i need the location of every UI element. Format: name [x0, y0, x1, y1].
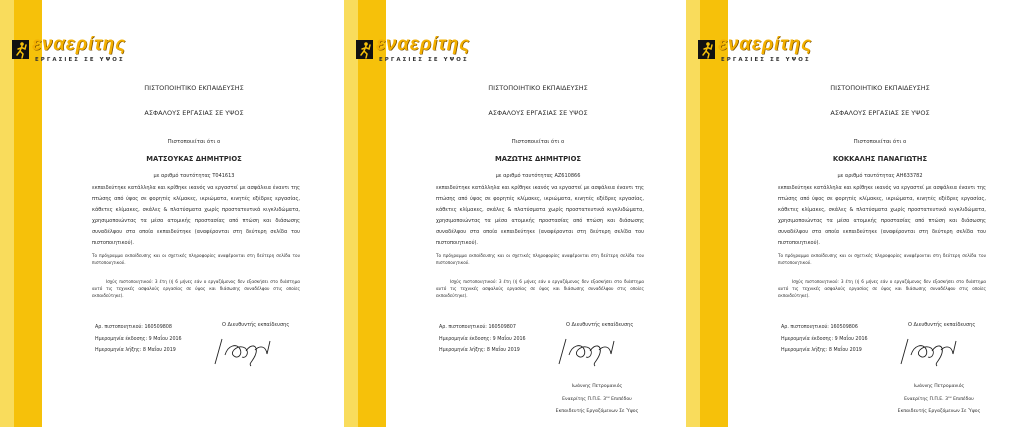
certifies-text: Πιστοποιείται ότι ο	[853, 139, 907, 145]
signatory-block	[884, 381, 994, 418]
director-label: Ο Διευθυντής εκπαίδευσης	[222, 322, 290, 328]
certificate-subtitle: ΑΣΦΑΛΟΥΣ ΕΡΓΑΣΙΑΣ ΣΕ ΥΨΟΣ	[830, 109, 930, 117]
id-label: με αριθμό ταυτότητας	[153, 173, 211, 179]
issue-date-label: Ημερομηνία έκδοσης:	[439, 336, 492, 342]
validity-text: Ισχύς πιστοποιητικού: 3 έτη (ή 6 μήνες εάν ο εργαζόμενος δεν εξασκήσει στο διάστημα αυτό τις τεχνικές ασφαλούς εργασίας σε ύψος και διάσωσης συναδέλφου στις οποίες εκπαιδεύτηκε).	[436, 279, 644, 298]
expiry-date-label: Ημερομηνία λήξης:	[781, 348, 828, 353]
holder-name: ΜΑΤΣΟΥΚΑΣ ΔΗΜΗΤΡΙΟΣ	[146, 155, 242, 163]
certificate-number: 160509806	[830, 325, 858, 330]
signatory-level-sup: ου	[606, 395, 610, 400]
certificate-1	[0, 0, 338, 427]
yellow-stripe	[358, 0, 386, 427]
certification-body: εκπαιδεύτηκε κατάλληλα και κρίθηκε ικανός να εργαστεί με ασφάλεια έναντι της πτώσης από ύψος σε φορητές κλίμακες, ικριώματα, κινητές εξέδρες εργασίας, κάθετες κλίμακες, σκάλες & πλατύσματα χωρίς προστατευτικά κιγκλιδώματα, χρησιμοποιώντας τα μέσα ατομικής προστασίας από πτώση και διάσωσης συναδέλφου στα οποία εκπαιδεύτηκε (αναφέρονται στη δεύτερη σελίδα του πιστοποιητικού).	[778, 185, 986, 246]
director-signature	[210, 333, 272, 369]
certifies-text: Πιστοποιείται ότι ο	[511, 139, 565, 145]
signatory-level-text: Εναερίτης Π.Π.Ε. 3	[562, 397, 607, 402]
program-note: Το πρόγραμμα εκπαίδευσης και οι σχετικές πληροφορίες αναφέρονται στη δεύτερη σελίδα του πιστοποιητικού.	[436, 253, 644, 265]
issue-date-row	[781, 334, 868, 346]
certificate-number-label: Αρ. πιστοποιητικού:	[439, 325, 487, 330]
brand-tagline: ΕΡΓΑΣΙΕΣ ΣΕ ΥΨΟΣ	[35, 57, 125, 63]
id-number: ΑΗ633782	[896, 173, 923, 179]
signatory-role: Εκπαιδευτής Εργαζόμενων Σε Ύψος	[555, 409, 639, 414]
signatory-level-suffix: Επιπέδου	[611, 397, 632, 402]
yellow-stripe-light	[344, 0, 358, 427]
holder-name: ΜΑΖΩΤΗΣ ΔΗΜΗΤΡΙΟΣ	[494, 155, 582, 163]
id-number: Τ041613	[212, 173, 235, 179]
brand-tagline: ΕΡΓΑΣΙΕΣ ΣΕ ΥΨΟΣ	[379, 57, 469, 63]
signatory-level-text: Εναερίτης Π.Π.Ε. 3	[904, 397, 949, 402]
director-label: Ο Διευθυντής εκπαίδευσης	[566, 322, 634, 328]
signatory-level-suffix: Επιπέδου	[953, 397, 974, 402]
climber-logo-icon	[12, 40, 29, 59]
expiry-date: 8 Μαΐου 2019	[828, 348, 862, 353]
id-label: με αριθμό ταυτότητας	[837, 173, 895, 179]
issue-date-label: Ημερομηνία έκδοσης:	[95, 336, 148, 342]
yellow-stripe-light	[0, 0, 14, 427]
certificate-3	[686, 0, 1024, 427]
certificate-details	[781, 322, 868, 357]
certificate-subtitle: ΑΣΦΑΛΟΥΣ ΕΡΓΑΣΙΑΣ ΣΕ ΥΨΟΣ	[144, 109, 244, 117]
certification-body: εκπαιδεύτηκε κατάλληλα και κρίθηκε ικανός να εργαστεί με ασφάλεια έναντι της πτώσης από ύψος σε φορητές κλίμακες, ικριώματα, κινητές εξέδρες εργασίας, κάθετες κλίμακες, σκάλες & πλατύσματα χωρίς προστατευτικά κιγκλιδώματα, χρησιμοποιώντας τα μέσα ατομικής προστασίας από πτώση και διάσωσης συναδέλφου στα οποία εκπαιδεύτηκε (αναφέρονται στη δεύτερη σελίδα του πιστοποιητικού).	[436, 185, 644, 246]
certificate-number-label: Αρ. πιστοποιητικού:	[781, 325, 829, 330]
certificate-2	[344, 0, 682, 427]
brand-name: εναερίτης	[32, 34, 126, 55]
id-label: με αριθμό ταυτότητας	[495, 173, 553, 179]
certificate-title: ΠΙΣΤΟΠΟΙΗΤΙΚΟ ΕΚΠΑΙΔΕΥΣΗΣ	[830, 84, 930, 92]
signatory-name: Ιωάννης Πετρομανιός	[571, 384, 623, 389]
signatory-level	[542, 393, 652, 406]
certificate-title: ΠΙΣΤΟΠΟΙΗΤΙΚΟ ΕΚΠΑΙΔΕΥΣΗΣ	[144, 84, 244, 92]
certificate-number: 160509807	[488, 325, 516, 330]
id-line	[434, 173, 642, 179]
issue-date: 9 Μαΐου 2016	[492, 336, 526, 342]
director-label: Ο Διευθυντής εκπαίδευσης	[908, 322, 976, 328]
certificate-number: 160509808	[144, 325, 172, 330]
id-number: ΑΖ610866	[554, 173, 581, 179]
id-line	[90, 173, 298, 179]
certificate-subtitle: ΑΣΦΑΛΟΥΣ ΕΡΓΑΣΙΑΣ ΣΕ ΥΨΟΣ	[488, 109, 588, 117]
certificate-number-label: Αρ. πιστοποιητικού:	[95, 325, 143, 330]
brand-name: εναερίτης	[376, 34, 470, 55]
certificate-number-row	[781, 322, 868, 334]
brand-tagline: ΕΡΓΑΣΙΕΣ ΣΕ ΥΨΟΣ	[721, 57, 811, 63]
expiry-date-label: Ημερομηνία λήξης:	[439, 348, 486, 353]
id-line	[776, 173, 984, 179]
expiry-date-label: Ημερομηνία λήξης:	[95, 348, 142, 353]
issue-date-row	[95, 334, 182, 346]
yellow-stripe	[14, 0, 42, 427]
issue-date: 9 Μαΐου 2016	[148, 336, 182, 342]
certificate-details	[95, 322, 182, 357]
signatory-level-sup: ου	[948, 395, 952, 400]
expiry-date-row	[781, 345, 868, 357]
brand-name: εναερίτης	[718, 34, 812, 55]
director-signature	[896, 333, 958, 369]
validity-text: Ισχύς πιστοποιητικού: 3 έτη (ή 6 μήνες εάν ο εργαζόμενος δεν εξασκήσει στο διάστημα αυτό τις τεχνικές ασφαλούς εργασίας σε ύψος και διάσωσης συναδέλφου στις οποίες εκπαιδεύτηκε).	[92, 279, 300, 298]
certificate-number-row	[95, 322, 182, 334]
expiry-date: 8 Μαΐου 2019	[486, 348, 520, 353]
holder-name: ΚΟΚΚΑΛΗΣ ΠΑΝΑΓΙΩΤΗΣ	[832, 155, 928, 163]
issue-date-row	[439, 334, 526, 346]
yellow-stripe-light	[686, 0, 700, 427]
expiry-date-row	[439, 345, 526, 357]
program-note: Το πρόγραμμα εκπαίδευσης και οι σχετικές πληροφορίες αναφέρονται στη δεύτερη σελίδα του πιστοποιητικού.	[778, 253, 986, 265]
expiry-date: 8 Μαΐου 2019	[142, 348, 176, 353]
certificate-number-row	[439, 322, 526, 334]
signatory-name: Ιωάννης Πετρομανιός	[913, 384, 965, 389]
program-note: Το πρόγραμμα εκπαίδευσης και οι σχετικές πληροφορίες αναφέρονται στη δεύτερη σελίδα του πιστοποιητικού.	[92, 253, 300, 265]
validity-text: Ισχύς πιστοποιητικού: 3 έτη (ή 6 μήνες εάν ο εργαζόμενος δεν εξασκήσει στο διάστημα αυτό τις τεχνικές ασφαλούς εργασίας σε ύψος και διάσωσης συναδέλφου στις οποίες εκπαιδεύτηκε).	[778, 279, 986, 298]
issue-date-label: Ημερομηνία έκδοσης:	[781, 336, 834, 342]
certification-body: εκπαιδεύτηκε κατάλληλα και κρίθηκε ικανός να εργαστεί με ασφάλεια έναντι της πτώσης από ύψος σε φορητές κλίμακες, ικριώματα, κινητές εξέδρες εργασίας, κάθετες κλίμακες, σκάλες & πλατύσματα χωρίς προστατευτικά κιγκλιδώματα, χρησιμοποιώντας τα μέσα ατομικής προστασίας από πτώση και διάσωσης συναδέλφου στα οποία εκπαιδεύτηκε (αναφέρονται στη δεύτερη σελίδα του πιστοποιητικού).	[92, 185, 300, 246]
yellow-stripe	[700, 0, 728, 427]
issue-date: 9 Μαΐου 2016	[834, 336, 868, 342]
certificate-title: ΠΙΣΤΟΠΟΙΗΤΙΚΟ ΕΚΠΑΙΔΕΥΣΗΣ	[488, 84, 588, 92]
climber-logo-icon	[698, 40, 715, 59]
climber-logo-icon	[356, 40, 373, 59]
signatory-block	[542, 381, 652, 418]
signatory-role: Εκπαιδευτής Εργαζόμενων Σε Ύψος	[897, 409, 981, 414]
expiry-date-row	[95, 345, 182, 357]
certificate-details	[439, 322, 526, 357]
certifies-text: Πιστοποιείται ότι ο	[167, 139, 221, 145]
director-signature	[554, 333, 616, 369]
signatory-level	[884, 393, 994, 406]
